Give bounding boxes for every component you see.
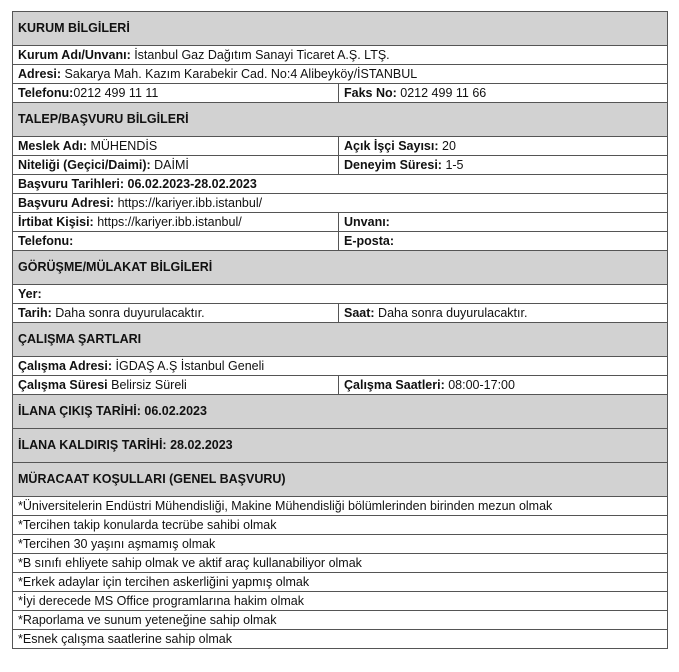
- saat-value: Daha sonra duyurulacaktır.: [374, 306, 528, 320]
- section-muracaat-header: MÜRACAAT KOŞULLARI (GENEL BAŞVURU): [13, 463, 668, 497]
- kurum-adres-value: Sakarya Mah. Kazım Karabekir Cad. No:4 Alibeyköy/İSTANBUL: [61, 67, 418, 81]
- kosul-item: *Tercihen 30 yaşını aşmamış olmak: [13, 535, 668, 554]
- meslek-label: Meslek Adı:: [18, 139, 88, 153]
- kosul-item: *İyi derecede MS Office programlarına hakim olmak: [13, 592, 668, 611]
- unvani-cell: [339, 213, 668, 232]
- kurum-adres-row: [13, 65, 668, 84]
- saat-cell: [339, 304, 668, 323]
- ilana-kaldiris-tarihi: İLANA KALDIRIŞ TARİHİ: 28.02.2023: [13, 429, 668, 463]
- calisma-sure-value: Belirsiz Süreli: [107, 378, 187, 392]
- niteligi-value: DAİMİ: [150, 158, 189, 172]
- basvuru-adresi-value: https://kariyer.ibb.istanbul/: [114, 196, 263, 210]
- calisma-sure-label: Çalışma Süresi: [18, 378, 108, 392]
- kurum-adi-label: Kurum Adı/Unvanı:: [18, 48, 131, 62]
- kosul-item: *Üniversitelerin Endüstri Mühendisliği, Makine Mühendisliği bölümlerinden birinden mezun olmak: [13, 497, 668, 516]
- niteligi-cell: [13, 156, 339, 175]
- meslek-cell: [13, 137, 339, 156]
- tarih-cell: [13, 304, 339, 323]
- job-posting-form: [12, 11, 668, 649]
- deneyim-cell: [339, 156, 668, 175]
- kosul-item: *Tercihen takip konularda tecrübe sahibi olmak: [13, 516, 668, 535]
- kurum-adi-row: [13, 46, 668, 65]
- kurum-telefon-value: 0212 499 11 11: [73, 86, 159, 100]
- unvani-label: Unvanı:: [344, 215, 390, 229]
- kosul-item: *Raporlama ve sunum yeteneğine sahip olmak: [13, 611, 668, 630]
- irtibat-value: https://kariyer.ibb.istanbul/: [93, 215, 242, 229]
- calisma-adres-value: İGDAŞ A.Ş İstanbul Geneli: [112, 359, 265, 373]
- kurum-adi-value: İstanbul Gaz Dağıtım Sanayi Ticaret A.Ş. LTŞ.: [130, 48, 390, 62]
- yer-row: [13, 285, 668, 304]
- kosul-item: *Esnek çalışma saatlerine sahip olmak: [13, 630, 668, 649]
- calisma-sure-cell: [13, 376, 339, 395]
- telefonu-cell: [13, 232, 339, 251]
- calisma-saatleri-value: 08:00-17:00: [444, 378, 515, 392]
- calisma-saatleri-label: Çalışma Saatleri:: [344, 378, 445, 392]
- eposta-label: E-posta:: [344, 234, 394, 248]
- acik-isci-label: Açık İşçi Sayısı:: [344, 139, 439, 153]
- acik-isci-cell: [339, 137, 668, 156]
- kurum-telefon-label: Telefonu:: [18, 86, 74, 100]
- calisma-adres-row: [13, 357, 668, 376]
- calisma-adres-label: Çalışma Adresi:: [18, 359, 113, 373]
- niteligi-label: Niteliği (Geçici/Daimi):: [18, 158, 151, 172]
- kurum-faks-label: Faks No:: [344, 86, 397, 100]
- eposta-cell: [339, 232, 668, 251]
- acik-isci-value: 20: [438, 139, 456, 153]
- basvuru-tarihleri: Başvuru Tarihleri: 06.02.2023-28.02.2023: [13, 175, 668, 194]
- kosul-item: *B sınıfı ehliyete sahip olmak ve aktif araç kullanabiliyor olmak: [13, 554, 668, 573]
- saat-label: Saat:: [344, 306, 375, 320]
- deneyim-value: 1-5: [441, 158, 464, 172]
- meslek-value: MÜHENDİS: [87, 139, 158, 153]
- irtibat-label: İrtibat Kişisi:: [18, 215, 94, 229]
- deneyim-label: Deneyim Süresi:: [344, 158, 442, 172]
- yer-label: Yer:: [18, 287, 42, 301]
- basvuru-adresi-row: [13, 194, 668, 213]
- basvuru-adresi-label: Başvuru Adresi:: [18, 196, 115, 210]
- tarih-value: Daha sonra duyurulacaktır.: [51, 306, 205, 320]
- telefonu-label: Telefonu:: [18, 234, 74, 248]
- ilana-cikis-tarihi: İLANA ÇIKIŞ TARİHİ: 06.02.2023: [13, 395, 668, 429]
- section-kurum-header: KURUM BİLGİLERİ: [13, 12, 668, 46]
- kurum-faks-value: 0212 499 11 66: [396, 86, 487, 100]
- section-calisma-header: ÇALIŞMA ŞARTLARI: [13, 323, 668, 357]
- calisma-saatleri-cell: [339, 376, 668, 395]
- section-gorusme-header: GÖRÜŞME/MÜLAKAT BİLGİLERİ: [13, 251, 668, 285]
- kosul-item: *Erkek adaylar için tercihen askerliğini yapmış olmak: [13, 573, 668, 592]
- tarih-label: Tarih:: [18, 306, 52, 320]
- section-talep-header: TALEP/BAŞVURU BİLGİLERİ: [13, 103, 668, 137]
- kurum-telefon-cell: [13, 84, 339, 103]
- kurum-faks-cell: [339, 84, 668, 103]
- kurum-adres-label: Adresi:: [18, 67, 62, 81]
- irtibat-cell: [13, 213, 339, 232]
